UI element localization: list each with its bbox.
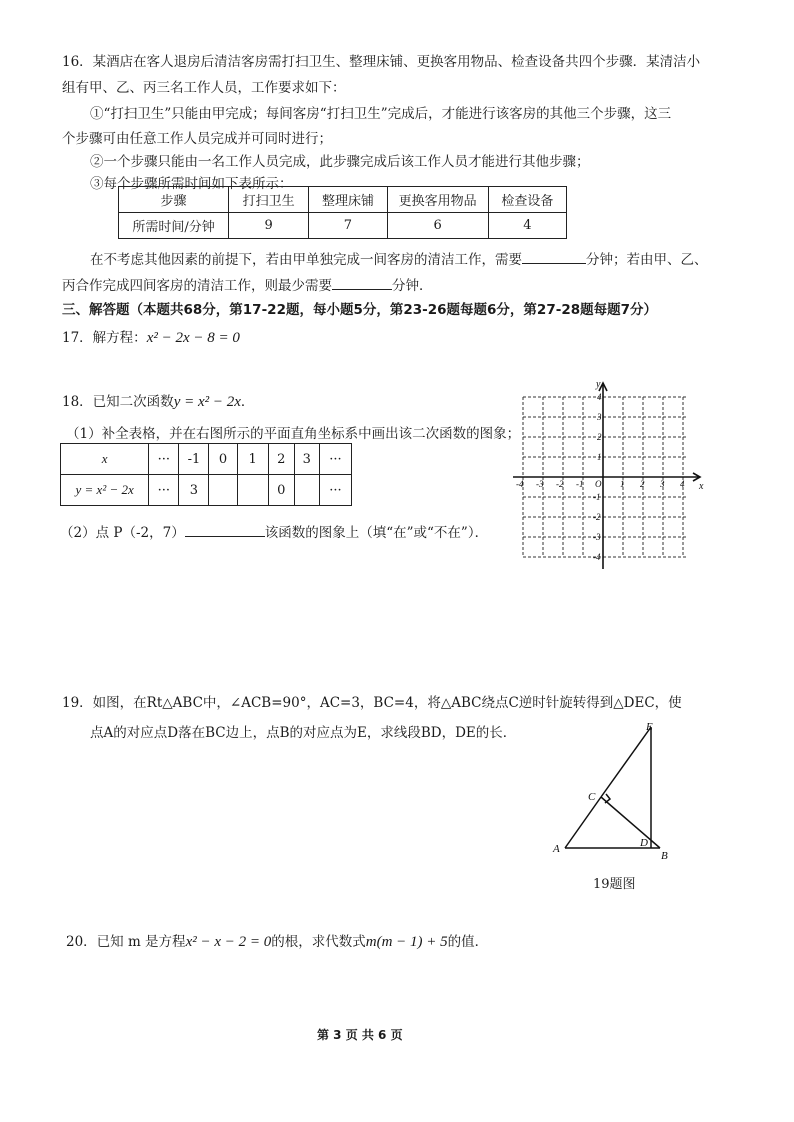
table-cell: 检查设备 [488, 187, 566, 213]
q18-label: 18．已知二次函数 [62, 394, 174, 410]
y-axis-label: y [596, 379, 601, 390]
q20-equation: x² − x − 2 = 0 [185, 934, 272, 950]
vertex-label-b: B [661, 850, 668, 862]
q19-line2: 点A的对应点D落在BC边上，点B的对应点为E，求线段BD，DE的长． [90, 725, 517, 741]
q18-part2-text-b: 该函数的图象上（填“在”或“不在”）． [264, 525, 489, 541]
q18-line1: 18．已知二次函数y = x² − 2x． [62, 394, 255, 410]
q16-line8 [62, 274, 433, 294]
answer-blank[interactable] [522, 249, 586, 264]
table-cell: ··· [319, 475, 351, 506]
x-tick-label: 1 [620, 479, 625, 489]
triangle-lines [565, 727, 660, 848]
answer-blank[interactable] [185, 522, 265, 537]
q16-line7 [90, 248, 708, 268]
table-cell-empty[interactable] [294, 475, 319, 506]
q17 [62, 326, 240, 347]
table-cell: 3 [179, 475, 209, 506]
coordinate-grid[interactable] [505, 377, 705, 577]
vertex-label-c: C [588, 791, 596, 803]
q16-line7-text-a: 在不考虑其他因素的前提下，若由甲单独完成一间客房的清洁工作，需要 [90, 252, 522, 268]
section-heading: 三、解答题（本题共68分，第17-22题，每小题5分，第23-26题每题6分，第27-28题每题7分） [62, 302, 657, 318]
table-cell: 0 [209, 444, 237, 475]
x-tick-label: 4 [680, 479, 685, 489]
y-tick-label: -2 [593, 512, 601, 522]
q18-part2-text-a: （2）点 P（-2，7） [60, 525, 185, 541]
q18-part1: （1）补全表格，并在右图所示的平面直角坐标系中画出该二次函数的图象； [66, 426, 521, 442]
table-cell: 2 [268, 444, 294, 475]
table-cell: x [61, 444, 149, 475]
y-tick-label: -3 [593, 532, 601, 542]
q18-function: y = x² − 2x [173, 394, 241, 410]
table-cell: 4 [488, 213, 566, 239]
answer-blank[interactable] [332, 275, 392, 290]
q19-figure-caption: 19题图 [593, 877, 636, 892]
vertex-label-d: D [640, 837, 648, 849]
q16-line3: ①“打扫卫生”只能由甲完成；每间客房“打扫卫生”完成后，才能进行该客房的其他三个步骤，这三 [90, 106, 672, 122]
axes [513, 383, 700, 569]
x-axis-label: x [699, 481, 704, 492]
x-tick-label: -1 [576, 479, 584, 489]
q16-line2: 组有甲、乙、丙三名工作人员，工作要求如下： [62, 80, 346, 96]
table-cell: -1 [179, 444, 209, 475]
q16-line7-text-b: 分钟；若由甲、乙、 [586, 252, 708, 268]
q19-triangle-figure [548, 718, 688, 868]
q17-label: 17．解方程： [62, 330, 147, 346]
q20-text-b: 的根，求代数式 [271, 934, 366, 950]
x-tick-label: -3 [536, 479, 544, 489]
x-tick-label: 2 [640, 479, 645, 489]
q16-line8-text-a: 丙合作完成四间客房的清洁工作，则最少需要 [62, 278, 332, 294]
q16-line4: 个步骤可由任意工作人员完成并可同时进行； [62, 131, 332, 147]
q18-part2 [60, 521, 488, 541]
origin-label: O [595, 479, 602, 489]
table-cell-empty[interactable] [209, 475, 237, 506]
q19-line1: 19．如图，在Rt△ABC中，∠ACB=90°，AC=3，BC=4，将△ABC绕点C逆时针旋转得到△DEC，使 [62, 695, 682, 711]
vertex-label-e: E [646, 721, 653, 733]
table-cell: 7 [309, 213, 387, 239]
q16-line5: ②一个步骤只能由一名工作人员完成，此步骤完成后该工作人员才能进行其他步骤； [90, 154, 590, 170]
table-cell: 0 [268, 475, 294, 506]
y-tick-label: 1 [597, 452, 602, 462]
table-cell: 整理床铺 [309, 187, 387, 213]
table-cell: 所需时间/分钟 [119, 213, 229, 239]
table-cell-empty[interactable] [237, 475, 268, 506]
table-cell: 打扫卫生 [229, 187, 309, 213]
page-footer: 第 3 页 共 6 页 [317, 1028, 403, 1042]
x-tick-label: 3 [660, 479, 665, 489]
y-tick-label: -4 [593, 552, 601, 562]
table-cell: ··· [319, 444, 351, 475]
y-tick-label: 2 [597, 432, 602, 442]
q20 [66, 930, 488, 951]
q20-expression: m(m − 1) + 5 [365, 934, 448, 950]
q20-text-c: 的值． [447, 934, 489, 950]
q16-line8-text-b: 分钟． [392, 278, 433, 294]
q20-text-a: 20．已知 m 是方程 [66, 934, 186, 950]
q18-value-table [60, 443, 352, 506]
y-tick-label: 4 [597, 392, 602, 402]
table-cell: y = x² − 2x [61, 475, 149, 506]
table-cell: 步骤 [119, 187, 229, 213]
y-tick-label: -1 [593, 492, 601, 502]
table-cell: 6 [387, 213, 488, 239]
x-tick-label: -4 [516, 479, 524, 489]
table-cell: ··· [149, 475, 179, 506]
table-cell: 3 [294, 444, 319, 475]
q16-line1: 16．某酒店在客人退房后清洁客房需打扫卫生、整理床铺、更换客用物品、检查设备共四个步骤．某清洁小 [62, 54, 701, 70]
grid-labels [516, 379, 704, 562]
x-tick-label: -2 [556, 479, 564, 489]
table-cell: 更换客用物品 [387, 187, 488, 213]
vertex-label-a: A [553, 843, 560, 855]
q16-line6: ③每个步骤所需时间如下表所示： [90, 176, 293, 192]
table-cell: ··· [149, 444, 179, 475]
q16-time-table [118, 186, 567, 239]
y-tick-label: 3 [597, 412, 602, 422]
q17-equation: x² − 2x − 8 = 0 [146, 330, 240, 346]
table-cell: 1 [237, 444, 268, 475]
table-cell: 9 [229, 213, 309, 239]
